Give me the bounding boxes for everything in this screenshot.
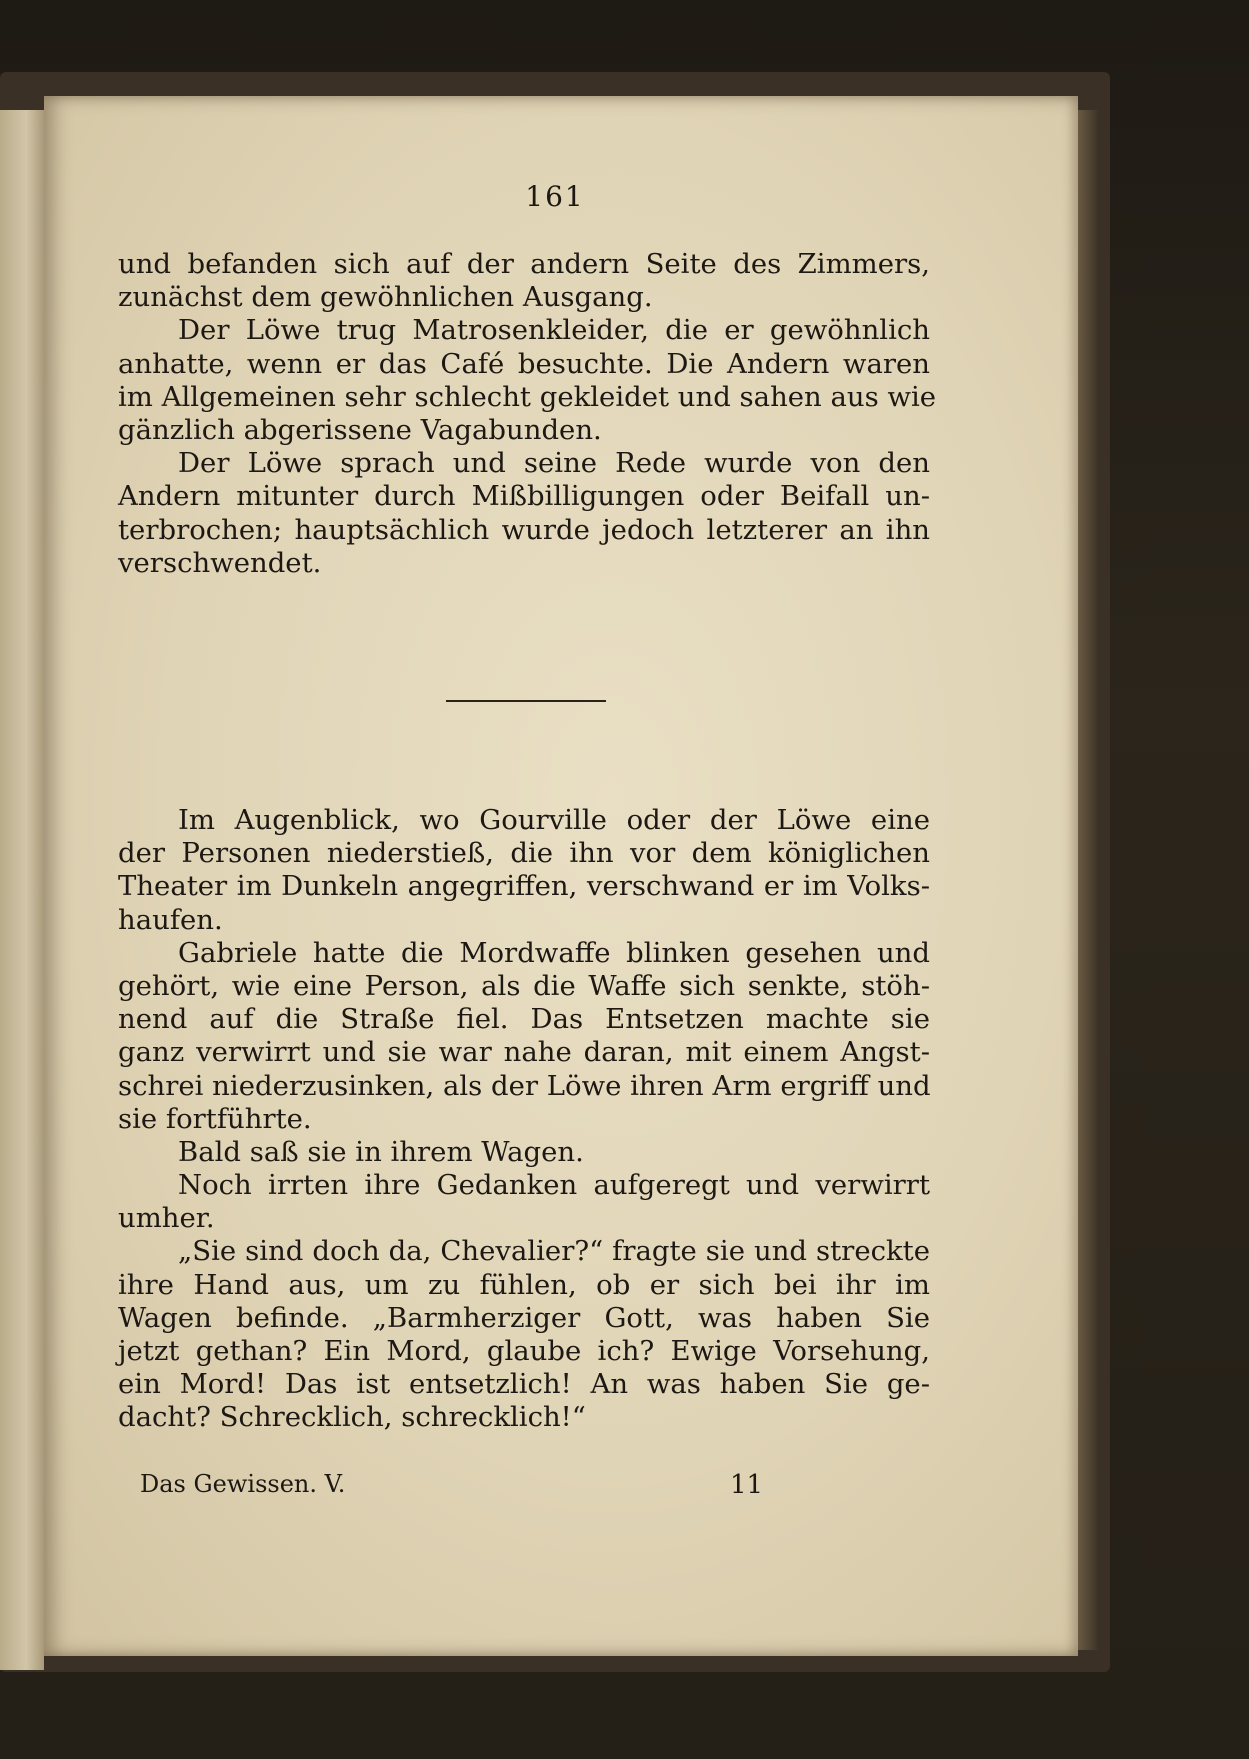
text-line: Theater im Dunkeln angegriffen, verschwand er im Volks- [118,870,930,903]
section-separator-rule [446,700,606,702]
text-line: Im Augenblick, wo Gourville oder der Löwe eine [178,804,930,836]
page-number: 161 [525,180,585,213]
left-page-edge [0,110,44,1670]
footer-signature-mark: 11 [730,1470,764,1500]
text-line: ihre Hand aus, um zu fühlen, ob er sich bei ihr im [118,1268,930,1301]
text-line: jetzt gethan? Ein Mord, glaube ich? Ewige Vorsehung, [118,1335,930,1367]
text-line: ganz verwirrt und sie war nahe daran, mit einem Angst- [118,1036,930,1069]
text-line: umher. [118,1202,215,1235]
paragraph-block-lower [118,804,930,1435]
text-line: nend auf die Straße fiel. Das Entsetzen machte sie [118,1003,930,1036]
text-line: Bald saß sie in ihrem Wagen. [178,1135,584,1168]
text-line: schrei niederzusinken, als der Löwe ihren Arm ergriff und [118,1069,931,1102]
text-line: zunächst dem gewöhnlichen Ausgang. [118,281,653,314]
text-line: Der Löwe sprach und seine Rede wurde von den [178,447,930,480]
text-line: verschwendet. [118,546,322,579]
text-line: anhatte, wenn er das Café besuchte. Die Andern waren [118,347,930,380]
text-line: gänzlich abgerissene Vagabunden. [118,413,602,446]
text-line: Andern mitunter durch Mißbilligungen oder Beifall un- [118,480,930,513]
text-line: terbrochen; hauptsächlich wurde jedoch letzterer an ihn [118,513,930,546]
text-line: Noch irrten ihre Gedanken aufgeregt und verwirrt [178,1169,930,1202]
text-line: sie fortführte. [118,1102,312,1135]
page-right-edge [1078,110,1098,1650]
text-line: haufen. [118,903,223,936]
text-line: ein Mord! Das ist entsetzlich! An was haben Sie ge- [118,1368,930,1401]
text-line: Wagen befinde. „Barmherziger Gott, was haben Sie [118,1301,930,1334]
text-line: Gabriele hatte die Mordwaffe blinken gesehen und [178,936,930,969]
text-line: der Personen niederstieß, die ihn vor dem königlichen [118,837,930,870]
text-line: und befanden sich auf der andern Seite des Zimmers, [118,248,930,280]
footer-book-title: Das Gewissen. V. [140,1470,346,1498]
text-line: „Sie sind doch da, Chevalier?“ fragte sie und streckte [178,1235,930,1268]
text-line: im Allgemeinen sehr schlecht gekleidet und sahen aus wie [118,380,937,413]
text-line: gehört, wie eine Person, als die Waffe sich senkte, stöh- [118,969,930,1002]
text-line: Der Löwe trug Matrosenkleider, die er gewöhnlich [178,314,930,347]
paragraph-block-upper [118,248,937,580]
text-line: dacht? Schrecklich, schrecklich!“ [118,1401,586,1434]
